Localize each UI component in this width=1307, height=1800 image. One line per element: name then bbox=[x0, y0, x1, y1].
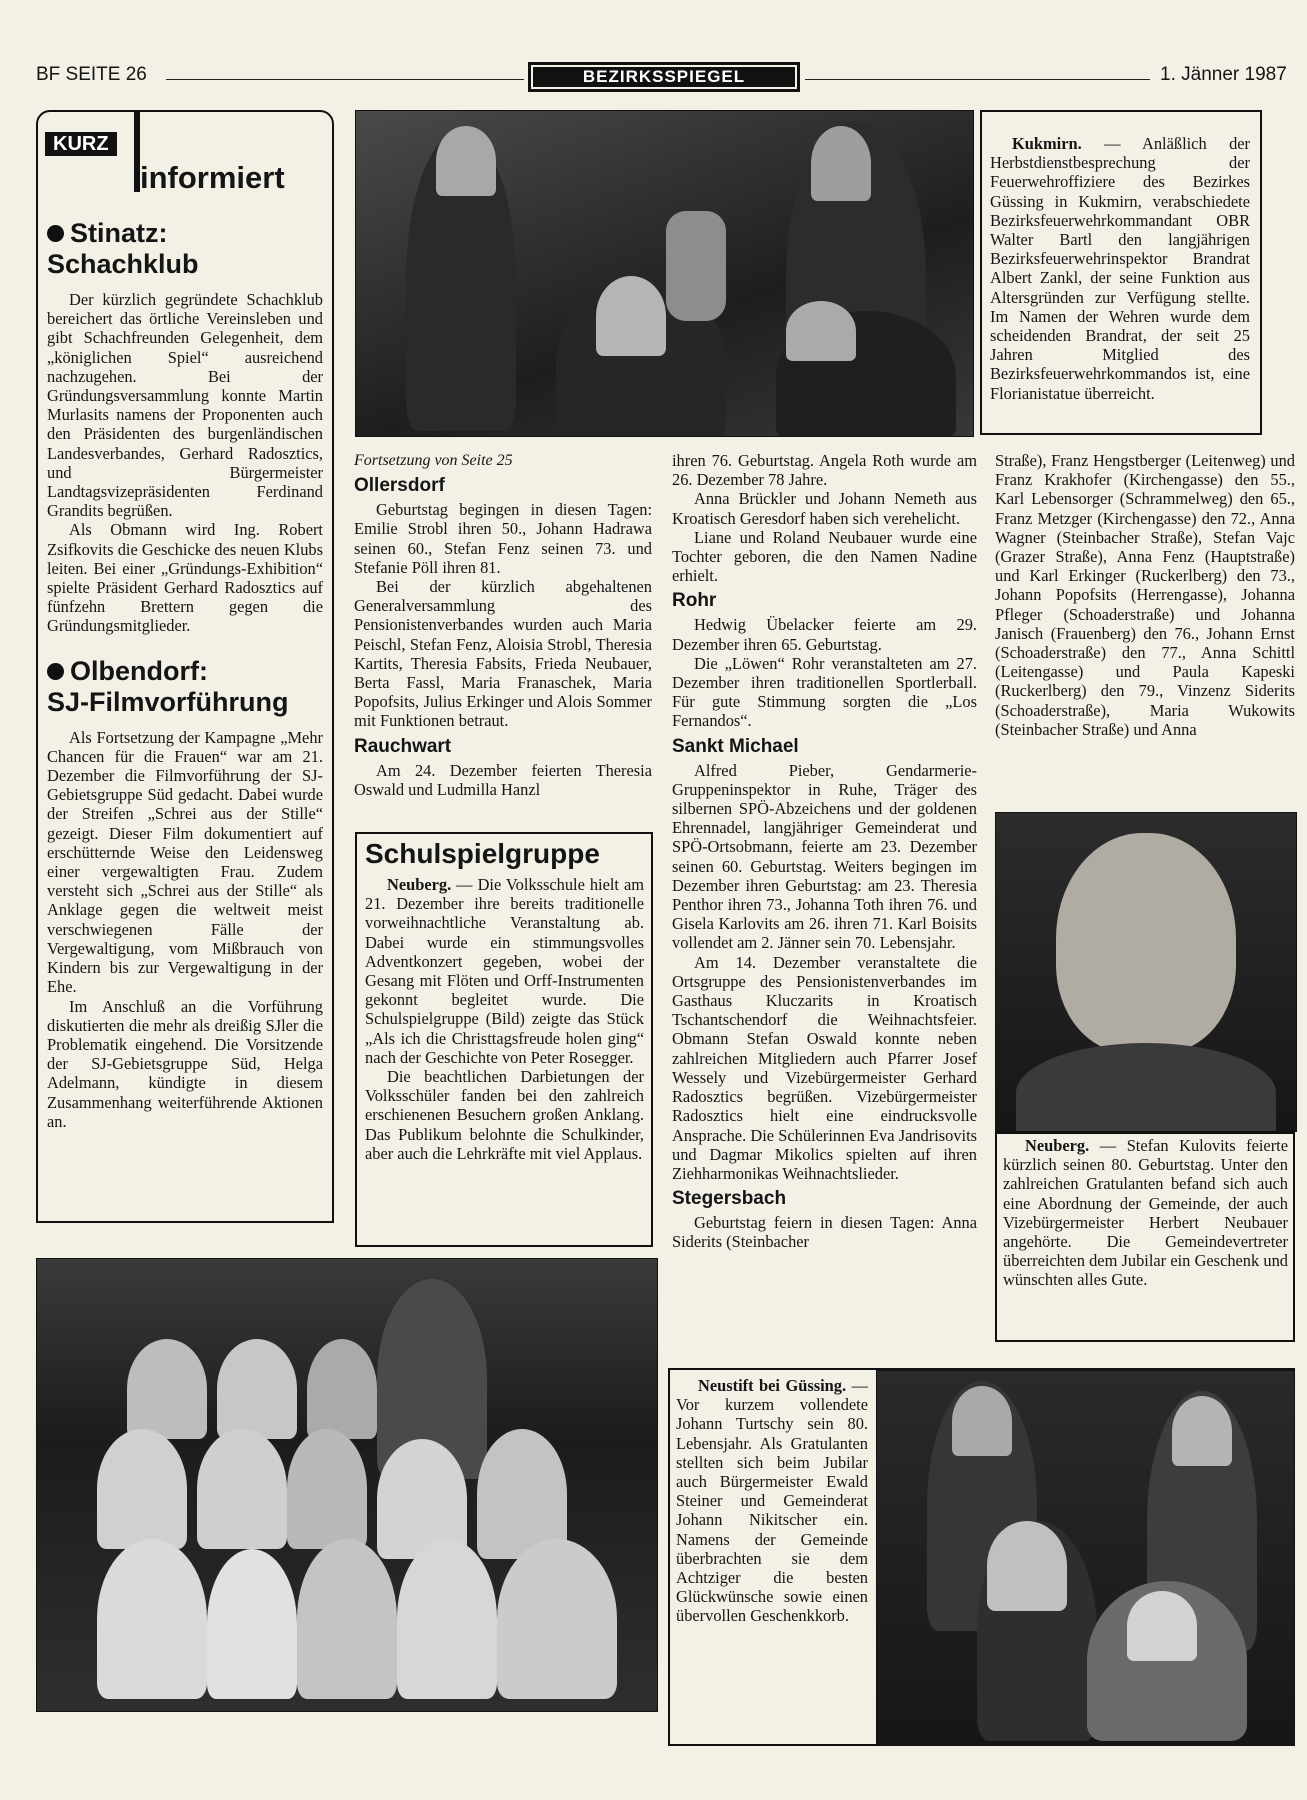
column-stegersbach-cont: Straße), Franz Hengstberger (Leitenweg) und Franz Krakhofer (Kirchengasse) den 55., Karl Lebensorger (Schrammelweg) den 65., Franz Metzger (Kirchengasse) den 72., Anna Wagner (Steinbacher Straße), Stefan Vajc (Grazer Straße), Anna Fenz (Hauptstraße) und Karl Erkinger (Ruckerlberg) den 73., Johann Popofsits (Herrengasse), Johanna Pfleger (Schoaderstraße) und Johanna Janisch (Frauenberg) den 76., Johann Ernst (Schoaderstraße) den 77., Anna Schittl (Leitengasse) und Paula Kapeski (Ruckerlberg) den 79., Vinzenz Siderits (Schoaderstraße), Maria Wukowits (Steinbacher Straße) und Anna bbox=[995, 451, 1295, 739]
header-rule-right bbox=[805, 79, 1150, 80]
stegersbach-heading: Stegersbach bbox=[672, 1188, 787, 1210]
ollersdorf-text-2: Bei der kürzlich abgehaltenen Generalversammlung des Pensionistenverbandes wurden auch Maria Peischl, Stefan Fenz, Aloisia Strobl, Theresia Kartits, Theresia Fabsits, Frieda Neubauer, Berta Fassl, Maria Franaschek, Maria Popofsits, Julius Erkinger und Alois Sommer mit Funktionen betraut. bbox=[354, 577, 652, 731]
rauchwart-heading: Rauchwart bbox=[354, 735, 452, 757]
column-ollersdorf bbox=[354, 451, 652, 799]
continuation-note: Fortsetzung von Seite 25 bbox=[354, 452, 513, 469]
ollersdorf-text-1: Geburtstag begingen in diesen Tagen: Emilie Strobl ihren 50., Johann Hadrawa seinen 60., Stefan Fenz seinen 73. und Stefanie Pöll ihren 81. bbox=[354, 500, 652, 577]
kurz-column bbox=[47, 212, 323, 1131]
rauchwart-text: Am 24. Dezember feierten Theresia Oswald und Ludmilla Hanzl bbox=[354, 760, 652, 799]
sankt-michael-heading: Sankt Michael bbox=[672, 735, 799, 757]
olbendorf-text-2: Im Anschluß an die Vorführung diskutierten die mehr als dreißig SJler die Problematik eingehend. Die Vorsitzende der SJ-Gebietsgruppe Süd, Helga Adelmann, kündigte in diesem Zusammenhang weiterführende Aktionen an. bbox=[47, 996, 323, 1131]
column-rohr-sankt-michael: ihren 76. Geburtstag. Angela Roth wurde am 26. Dezember 78 Jahre. Anna Brückler und Johann Nemeth aus Kroatisch Geresdorf haben sich verehelicht. Liane und Roland Neubauer wurde eine Tochter geboren, die den Namen Nadine erhielt. Rohr Hedwig Übelacker feierte am 29. Dezember ihren 65. Geburtstag. Die „Löwen“ Rohr veranstalteten am 27. Dezember ihren traditionellen Sportlerball. Für gute Stimmung sorgten die „Los Fernandos“. Sankt Michael Alfred Pieber, Gendarmerie-Gruppeninspektor in Ruhe, Träger des silbernen SPÖ-Abzeichens und der goldenen Ehrennadel, langjähriger Gemeinderat und SPÖ-Ortsobmann, feierte am 23. Dezember seinen 60. Geburtstag. Weiters begingen im Dezember ihren Geburtstag: am 23. Theresia Penthor ihren 73., Johanna Toth ihren 76. und Gisela Karlovits am 26. ihren 71. Karl Boisits vollendet am 2. Jänner sein 70. Lebensjahr. Am 14. Dezember veranstaltete die Ortsgruppe des Pensionistenverbandes im Gasthaus Kluczarits in Kroatisch Tschantschendorf die Weihnachtsfeier. Obmann Stefan Oswald konnte neben zahlreichen Mitgliedern auch Pfarrer Josef Wessely und Vizebürgermeister Gerhard Radosztics begrüßen. Vizebürgermeister Radosztics hielt eine eindrucksvolle Ansprache. Die Schülerinnen Eva Jandrisovits und Dagmar Mikolics spielten auf ihren Ziehharmonikas Weihnachtslieder. Stegersbach Geburtstag feiern in diesen Tagen: Anna Siderits (Steinbacher bbox=[672, 451, 977, 1252]
section-title: BEZIRKSSPIEGEL bbox=[533, 67, 795, 87]
rauchwart-cont: ihren 76. Geburtstag. Angela Roth wurde am 26. Dezember 78 Jahre. bbox=[672, 451, 977, 490]
page-number: BF SEITE 26 bbox=[36, 64, 147, 85]
bullet-icon bbox=[47, 663, 64, 680]
olbendorf-text-1: Als Fortsetzung der Kampagne „Mehr Chancen für die Frauen“ war am 21. Dezember die Filmvorführung der SJ-Gebietsgruppe Süd gedacht. Dabei wurde der Streifen „Schrei aus der Stille“ gezeigt. Dieser Film dokumentiert auf erschütternde Weise den Leidensweg einer vergewaltigten Frau. Zudem versteht sich „Schrei aus der Stille“ als Anklage gegen die weltweit meist verschwiegenen Fälle der Vergewaltigung, vom Mißbrauch von Kindern bis zur Vergewaltigung in der Ehe. bbox=[47, 727, 323, 997]
stinatz-headline: Stinatz: Schachklub bbox=[47, 218, 199, 279]
kurz-title: informiert bbox=[140, 160, 285, 195]
issue-date: 1. Jänner 1987 bbox=[1160, 64, 1287, 85]
portrait-photo bbox=[995, 812, 1297, 1132]
olbendorf-headline: Olbendorf: SJ-Filmvorführung bbox=[47, 655, 289, 717]
neustift-text: Neustift bei Güssing. — Vor kurzem vollendete Johann Turtschy sein 80. Lebensjahr. Als Gratulanten stellten sich beim Jubilar auch Bürgermeister Ewald Steiner und Gemeinderat Johann Nikitscher ein. Namens der Gemeinde überbrachten sie dem Achtziger die besten Glückwünsche sowie einen übervollen Geschenkkorb. bbox=[676, 1376, 868, 1626]
firefighters-photo bbox=[355, 110, 974, 437]
header-rule-left bbox=[166, 79, 524, 80]
kukmirn-text: Kukmirn. — Anläßlich der Herbstdienstbesprechung der Feuerwehroffiziere des Bezirkes Güssing in Kukmirn, verabschiedete Bezirksfeuerwehrkommandant OBR Walter Bartl den langjährigen Bezirksfeuerwehrinspektor Brandrat Albert Zankl, der seine Funktion aus Altersgründen zur Verfügung stellte. Im Namen der Wehren wurde dem scheidenden Brandrat, der seit 25 Jahren Mitglied des Bezirksfeuerwehrkommandos ist, eine Florianistatue überreicht. bbox=[990, 134, 1250, 403]
schulspielgruppe-text: Schulspielgruppe Neuberg. — Die Volksschule hielt am 21. Dezember ihre bereits traditionelle vorweihnachtliche Veranstaltung ab. Dabei wurde ein stimmungsvolles Adventkonzert gegeben, wobei der Gesang mit Flöten und Orff-Instrumenten gekonnt begleitet wurde. Die Schulspielgruppe (Bild) zeigte das Stück „Als ich die Christtagsfreude holen ging“ nach der Geschichte von Peter Rosegger. Die beachtlichen Darbietungen der Volksschüler fanden bei den zahlreich erschienenen Besuchern großen Anklang. Das Publikum belohnte die Schulkinder, aber auch die Lehrkräfte mit viel Applaus. bbox=[365, 838, 644, 1163]
ollersdorf-heading: Ollersdorf bbox=[354, 475, 445, 497]
bullet-icon bbox=[47, 225, 64, 242]
neuberg-80-text: Neuberg. — Stefan Kulovits feierte kürzlich seinen 80. Geburtstag. Unter den zahlreichen Gratulanten befand sich auch eine Abordnung der Gemeinde, der auch Vizebürgermeister Herbert Neubauer angehörte. Die Gemeindevertreter überreichten dem Jubilar ein Geschenk und wünschten alles Gute. bbox=[1003, 1136, 1288, 1290]
kurz-label: KURZ bbox=[45, 132, 117, 156]
schulspielgruppe-title: Schulspielgruppe bbox=[365, 838, 600, 869]
stinatz-text-2: Als Obmann wird Ing. Robert Zsifkovits die Geschicke des neuen Klubs leiten. Bei einer „Gründungs-Exhibition“ spielte Präsident Gerhard Radosztics auf fünfzehn Brettern gegen die Gründungsmitglieder. bbox=[47, 520, 323, 636]
school-group-photo bbox=[36, 1258, 658, 1712]
stinatz-text-1: Der kürzlich gegründete Schachklub bereichert das örtliche Vereinsleben und gibt Schachfreunden Gelegenheit, dem „königlichen Spiel“ ausreichend nachzugehen. Bei der Gründungsversammlung konnte Martin Murlasits namens der Proponenten auch den Präsidenten des burgenländischen Landesverbandes, Gerhard Radosztics, und Bürgermeister Landtagsvizepräsidenten Ferdinand Grandits begrüßen. bbox=[47, 290, 323, 521]
neustift-photo bbox=[876, 1370, 1295, 1746]
section-masthead bbox=[528, 62, 800, 92]
rohr-heading: Rohr bbox=[672, 590, 717, 612]
